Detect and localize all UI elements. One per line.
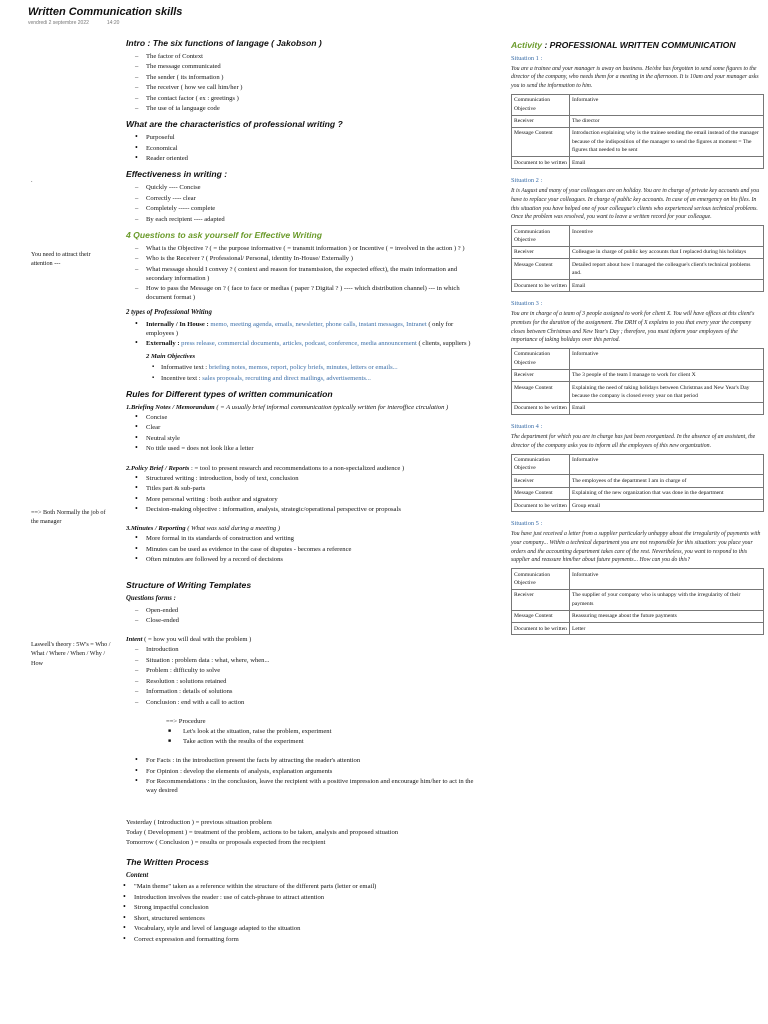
internal-examples: memo, meeting agenda, emails, newsletter, phone calls, instant messages, Intranet bbox=[210, 320, 427, 328]
list-item: • Purposeful bbox=[126, 133, 481, 142]
situation-text: You are in charge of a team of 3 people assigned to work for client X. You will have offices at this client's premises for the duration of the assignment. The DRH of X explains to you that every year the company closes between Christmas and New Year's Day ; therefore, you must inform your employees of the importance of taking holidays over this period. bbox=[511, 311, 755, 344]
questions-forms-label: Questions forms : bbox=[126, 595, 176, 603]
list-item: • Concise bbox=[126, 413, 481, 422]
external-tail: ( clients, suppliers ) bbox=[418, 340, 471, 348]
obj1-examples: briefing notes, memos, report, policy briefs, minutes, letters or emails... bbox=[208, 364, 398, 372]
list-item: – By each recipient ---- adapted bbox=[126, 215, 481, 224]
briefing-list bbox=[126, 413, 481, 454]
table-key-cell: Message Content bbox=[512, 610, 570, 622]
page-title: Written Communication skills bbox=[28, 6, 183, 18]
list-item: – The receiver ( how we call him/her ) bbox=[126, 83, 481, 92]
table-key-cell: Receiver bbox=[512, 246, 570, 258]
list-item: • More personal writing : both author and signatory bbox=[126, 495, 481, 504]
table-row bbox=[512, 226, 764, 247]
briefing-title: 1.Briefing Notes / Memorandum ( = A usually brief informal communication typically written for interoffice circulation ) bbox=[126, 403, 449, 411]
list-item: – The message communicated bbox=[126, 62, 481, 71]
list-item bbox=[126, 339, 481, 348]
table-key-cell: Receiver bbox=[512, 475, 570, 487]
objectives-list bbox=[126, 363, 481, 383]
list-item: – Conclusion : end with a call to action bbox=[126, 698, 481, 707]
situation-label: Situation 2 : bbox=[511, 177, 543, 185]
types-heading: 2 types of Professional Writing bbox=[126, 309, 212, 317]
list-item: ■ Let's look at the situation, raise the problem, experiment bbox=[126, 727, 481, 736]
table-row bbox=[512, 127, 764, 156]
list-item: – Quickly ---- Concise bbox=[126, 183, 481, 192]
table-key-cell: Receiver bbox=[512, 369, 570, 381]
list-item: – The factor of Context bbox=[126, 52, 481, 61]
side-note-manager: ==> Both Normally the job of the manager bbox=[31, 509, 106, 526]
minutes-list bbox=[126, 534, 481, 564]
situation-text: The department for which you are in charge has just been reorganized. In the absence of an assistant, the director of the company asks you to inform all the employees of this new organization. bbox=[511, 434, 756, 449]
list-item: – Correctly ---- clear bbox=[126, 194, 481, 203]
timeline-today: Today ( Development ) = treatment of the problem, actions to be taken, analysis and proposed situation bbox=[126, 828, 399, 836]
situation-label: Situation 3 : bbox=[511, 300, 543, 308]
situation-text: It is August and many of your colleagues are on holiday. You are in charge of private key accounts and you have to replace your colleagues. In charge of public key accounts. In case of an emergency on his files. In this situation you have helped one of your colleague's clients who experienced serious technical problems. Once the problem was resolved, you want to leave a written record for your colleague. bbox=[511, 188, 760, 221]
list-item: • Structured writing : introduction, body of text, conclusion bbox=[126, 474, 481, 483]
table-value-cell: Explaining the need of taking holidays between Christmas and New Year's Day because the company is closed every year on that period bbox=[570, 382, 764, 403]
list-item: • "Main theme" taken as a reference within the structure of the different parts (letter or email) bbox=[114, 882, 481, 891]
list-item bbox=[126, 320, 481, 338]
table-row bbox=[512, 115, 764, 127]
list-item: • Often minutes are followed by a record of decisions bbox=[126, 555, 481, 564]
table-row bbox=[512, 589, 764, 610]
time-text: 14:20 bbox=[106, 20, 120, 26]
table-value-cell: Group email bbox=[570, 500, 764, 512]
activity-panel bbox=[511, 40, 764, 643]
activity-title: Activity : PROFESSIONAL WRITTEN COMMUNICATION bbox=[511, 40, 736, 50]
list-item: • Short, structured sentences bbox=[114, 914, 481, 923]
table-value-cell: Incentive bbox=[570, 226, 764, 247]
situation-label: Situation 4 : bbox=[511, 423, 543, 431]
list-item: – Situation : problem data : what, where, when... bbox=[126, 656, 481, 665]
policy-note: : = tool to present research and recommendations to a non-specialized audience ) bbox=[191, 464, 405, 472]
objectives-heading: 2 Main Objectives bbox=[146, 353, 196, 361]
briefing-note: ( = A usually brief informal communication typically written for interoffice circulation ) bbox=[216, 403, 449, 411]
list-item: • Strong impactful conclusion bbox=[114, 903, 481, 912]
list-item: • For Recommendations : in the conclusion, leave the recipient with a positive impression and encourage him/her to act in the way desired bbox=[126, 777, 481, 795]
list-item: • For Facts : in the introduction present the facts by attracting the reader's attention bbox=[126, 756, 481, 765]
list-item: • Decision-making objective : information, analysis, strategic/operational perspective or proposals bbox=[126, 505, 481, 514]
table-value-cell: Explaining of the new organization that was done in the department bbox=[570, 487, 764, 499]
table-row bbox=[512, 348, 764, 369]
table-row bbox=[512, 157, 764, 169]
table-key-cell: Receiver bbox=[512, 589, 570, 610]
content-label: Content bbox=[126, 871, 149, 879]
table-value-cell: Email bbox=[570, 157, 764, 169]
table-value-cell: Letter bbox=[570, 623, 764, 635]
table-row bbox=[512, 475, 764, 487]
table-key-cell: Communication Objective bbox=[512, 348, 570, 369]
internal-label: Internally / In House : bbox=[146, 320, 209, 328]
table-value-cell: Informative bbox=[570, 94, 764, 115]
list-item: • Reader oriented bbox=[126, 154, 481, 163]
templates-heading: Structure of Writing Templates bbox=[126, 580, 252, 591]
obj1-label: Informative text : bbox=[161, 364, 208, 372]
list-item: – Resolution : solutions retained bbox=[126, 677, 481, 686]
situation-table bbox=[511, 454, 764, 513]
timeline-yesterday: Yesterday ( Introduction ) = previous situation problem bbox=[126, 818, 272, 826]
list-item: – What is the Objective ? ( = the purpose informative ( = transmit information ) or Incentive ( = involved in the action ) ? ) bbox=[126, 244, 481, 253]
questions-list bbox=[126, 244, 481, 303]
table-key-cell: Communication Objective bbox=[512, 226, 570, 247]
list-item: – The sender ( its information ) bbox=[126, 73, 481, 82]
questions-forms-list bbox=[126, 606, 481, 626]
table-row bbox=[512, 454, 764, 475]
list-item: • Minutes can be used as evidence in the case of disputes - becomes a reference bbox=[126, 545, 481, 554]
side-note-dot: . bbox=[31, 177, 33, 184]
side-note-laswell: Laswell's theory : 5W's = Who / What / Where / When / Why / How bbox=[31, 641, 111, 667]
table-key-cell: Message Content bbox=[512, 382, 570, 403]
process-list bbox=[114, 882, 481, 944]
rules-heading: Rules for Different types of written communication bbox=[126, 389, 333, 400]
table-value-cell: The employees of the department I am in charge of bbox=[570, 475, 764, 487]
situation-table bbox=[511, 348, 764, 415]
list-item bbox=[126, 363, 481, 372]
table-value-cell: Detailed report about how I managed the colleague's client's technical problems and. bbox=[570, 259, 764, 280]
minutes-title: 3.Minutes / Reporting ( What was said during a meeting ) bbox=[126, 525, 281, 533]
date-text: vendredi 2 septembre 2022 bbox=[28, 20, 89, 26]
list-item bbox=[126, 374, 481, 383]
situation-table bbox=[511, 225, 764, 292]
list-item: ■ Take action with the results of the experiment bbox=[126, 737, 481, 746]
page-date bbox=[28, 20, 137, 27]
list-item: – Introduction bbox=[126, 645, 481, 654]
timeline-tomorrow: Tomorrow ( Conclusion ) = results or proposals expected from the recipient bbox=[126, 838, 326, 846]
list-item: – The use of ia language code bbox=[126, 104, 481, 113]
table-value-cell: Colleague in charge of public key accounts that I replaced during his holidays bbox=[570, 246, 764, 258]
table-value-cell: Introduction explaining why is the trainee sending the email instead of the manager because of the indisposition of the manager to send the figures at moment = The figures that needed to be sent bbox=[570, 127, 764, 156]
situation-text: You are a trainee and your manager is away on business. He/she has forgotten to send some figures to the director of the company, who needs them for a meeting in the afternoon. It is 10am and your manager asks you to send the information to him. bbox=[511, 65, 759, 90]
list-item: – The contact factor ( ex : greetings ) bbox=[126, 94, 481, 103]
table-row bbox=[512, 610, 764, 622]
policy-list bbox=[126, 474, 481, 515]
table-row bbox=[512, 280, 764, 292]
table-row bbox=[512, 487, 764, 499]
intent-text: ( = how you will deal with the problem ) bbox=[144, 636, 252, 644]
table-row bbox=[512, 259, 764, 280]
list-item: • Correct expression and formatting form bbox=[114, 935, 481, 944]
list-item: • Clear bbox=[126, 423, 481, 432]
table-key-cell: Document to be written bbox=[512, 402, 570, 414]
obj2-label: Incentive text : bbox=[161, 374, 201, 382]
table-row bbox=[512, 94, 764, 115]
situation-label: Situation 5 : bbox=[511, 520, 543, 528]
intro-list bbox=[126, 52, 481, 114]
intent-line: Intent ( = how you will deal with the problem ) bbox=[126, 636, 252, 644]
situation-table bbox=[511, 94, 764, 170]
external-label: Externally : bbox=[146, 340, 180, 348]
table-key-cell: Communication Objective bbox=[512, 454, 570, 475]
main-notes bbox=[126, 38, 481, 946]
list-item: – How to pass the Message on ? ( face to face or medias ( paper ? Digital ? ) ---- which distribution channel) --- in which document format ) bbox=[126, 284, 481, 302]
situation-table bbox=[511, 568, 764, 635]
procedure-label: ==> Procedure bbox=[166, 717, 206, 725]
list-item: • More formal in its standards of construction and writing bbox=[126, 534, 481, 543]
table-key-cell: Document to be written bbox=[512, 623, 570, 635]
policy-title: 2.Policy Brief / Reports : = tool to present research and recommendations to a non-specialized audience ) bbox=[126, 464, 405, 472]
table-value-cell: The 3 people of the team I manage to work for client X bbox=[570, 369, 764, 381]
minutes-note: ( What was said during a meeting ) bbox=[187, 525, 281, 533]
obj2-examples: sales proposals, recruiting and direct mailings, advertisements... bbox=[202, 374, 371, 382]
table-value-cell: Informative bbox=[570, 348, 764, 369]
table-row bbox=[512, 402, 764, 414]
procedure-list bbox=[126, 727, 481, 747]
list-item: – Information : details of solutions bbox=[126, 687, 481, 696]
effectiveness-heading: Effectiveness in writing : bbox=[126, 169, 228, 180]
list-item: – Completely ----- complete bbox=[126, 204, 481, 213]
table-key-cell: Document to be written bbox=[512, 280, 570, 292]
table-row bbox=[512, 246, 764, 258]
table-key-cell: Communication Objective bbox=[512, 569, 570, 590]
list-item: • No title used = does not look like a letter bbox=[126, 444, 481, 453]
table-value-cell: Reassuring message about the future payments bbox=[570, 610, 764, 622]
list-item: • Introduction involves the reader : use of catch-phrase to attract attention bbox=[114, 893, 481, 902]
situation-text: You have just received a letter from a supplier particularly unhappy about the irregularity of payments with your company... Within a technical department you are not responsible for this situation: you place your orders and the accounting department takes care of the rest. Nevertheless, you want to respond to this supplier and reassure him/her about future payments... How can you do this? bbox=[511, 531, 761, 564]
list-item: • Vocabulary, style and level of language adapted to the situation bbox=[114, 924, 481, 933]
table-value-cell: The director bbox=[570, 115, 764, 127]
table-key-cell: Message Content bbox=[512, 487, 570, 499]
table-key-cell: Message Content bbox=[512, 127, 570, 156]
table-value-cell: Informative bbox=[570, 454, 764, 475]
table-row bbox=[512, 569, 764, 590]
table-key-cell: Document to be written bbox=[512, 157, 570, 169]
situation-label: Situation 1 : bbox=[511, 54, 543, 62]
table-row bbox=[512, 500, 764, 512]
situations-list bbox=[511, 55, 764, 636]
table-key-cell: Communication Objective bbox=[512, 94, 570, 115]
table-value-cell: The supplier of your company who is unhappy with the irregularity of their payments bbox=[570, 589, 764, 610]
table-key-cell: Message Content bbox=[512, 259, 570, 280]
process-heading: The Written Process bbox=[126, 856, 209, 867]
list-item: – Close-ended bbox=[126, 616, 481, 625]
side-note-attract: You need to attract their attention --- bbox=[31, 251, 91, 268]
internal-tail: ( only for employees ) bbox=[146, 320, 454, 337]
list-item: • Neutral style bbox=[126, 434, 481, 443]
for-list bbox=[126, 756, 481, 795]
effectiveness-list bbox=[126, 183, 481, 224]
list-item: – Open-ended bbox=[126, 606, 481, 615]
types-list bbox=[126, 320, 481, 349]
table-row bbox=[512, 382, 764, 403]
list-item: – What message should I convey ? ( context and reason for transmission, the expected effect), the main information and secondary information ) bbox=[126, 265, 481, 283]
table-row bbox=[512, 369, 764, 381]
table-row bbox=[512, 623, 764, 635]
list-item: • Titles part & sub-parts bbox=[126, 484, 481, 493]
list-item: – Who is the Receiver ? ( Professional/ Personal, identity In-House/ Externally ) bbox=[126, 254, 481, 263]
questions-heading: 4 Questions to ask yourself for Effective Writing bbox=[126, 229, 322, 240]
list-item: – Problem : difficulty to solve bbox=[126, 666, 481, 675]
table-key-cell: Document to be written bbox=[512, 500, 570, 512]
characteristics-heading: What are the characteristics of professional writing ? bbox=[126, 119, 343, 130]
table-key-cell: Receiver bbox=[512, 115, 570, 127]
characteristics-list bbox=[126, 133, 481, 163]
list-item: • Economical bbox=[126, 144, 481, 153]
table-value-cell: Email bbox=[570, 402, 764, 414]
list-item: • For Opinion : develop the elements of analysis, explanation arguments bbox=[126, 767, 481, 776]
intro-heading: Intro : The six functions of langage ( Jakobson ) bbox=[126, 38, 322, 48]
table-value-cell: Email bbox=[570, 280, 764, 292]
table-value-cell: Informative bbox=[570, 569, 764, 590]
activity-title-text: : PROFESSIONAL WRITTEN COMMUNICATION bbox=[544, 40, 736, 50]
external-examples: press release, commercial documents, articles, podcast, conference, media announcement bbox=[181, 340, 417, 348]
intent-list bbox=[126, 645, 481, 707]
